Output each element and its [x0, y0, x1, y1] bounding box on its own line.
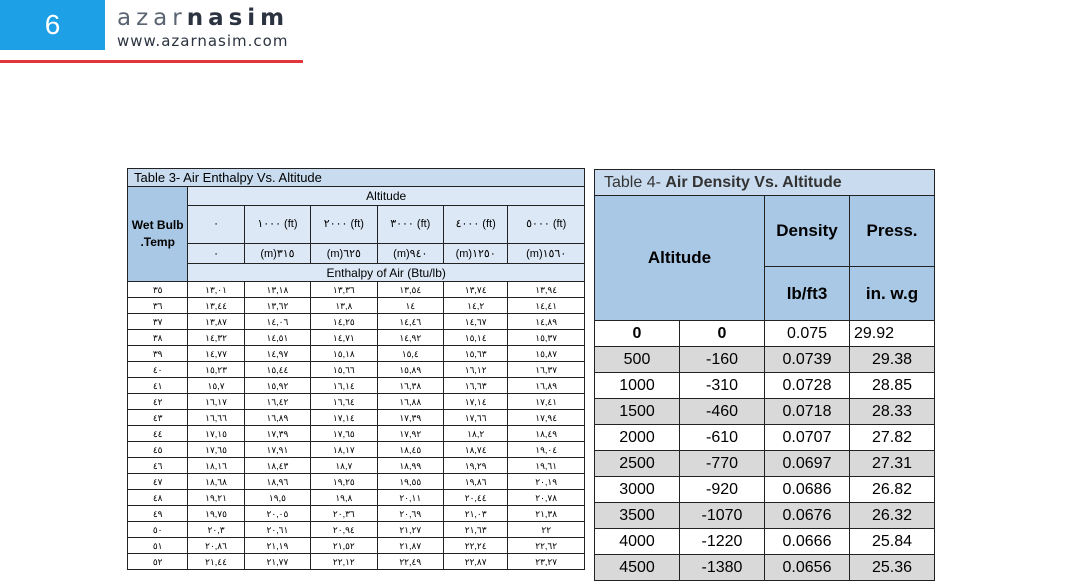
enthalpy-cell: ١٩,٧٥ [188, 506, 244, 522]
table-row [595, 503, 935, 529]
table-row [595, 373, 935, 399]
table-row [595, 555, 935, 581]
enthalpy-cell: ١٦,٨٨ [377, 394, 443, 410]
enthalpy-cell: ١٦,٣٧ [508, 362, 585, 378]
logo-bold-text: nasim [186, 5, 290, 31]
altitude-ft-cell: 4000 [595, 529, 680, 555]
enthalpy-cell: ٢٠,٦٩ [377, 506, 443, 522]
enthalpy-cell: ٢٢,٨٧ [443, 554, 507, 570]
enthalpy-cell: ١٥,٩٢ [244, 378, 310, 394]
enthalpy-cell: ٢١,٨٧ [377, 538, 443, 554]
enthalpy-cell: ١٥,٢٣ [188, 362, 244, 378]
air-enthalpy-table [127, 168, 585, 570]
enthalpy-cell: ١٦,٨٩ [244, 410, 310, 426]
pressure-cell: 28.85 [850, 373, 935, 399]
altitude-m-cell: -160 [680, 347, 765, 373]
wet-bulb-cell: ٣٧ [128, 314, 188, 330]
table-row [128, 442, 585, 458]
table-row [595, 529, 935, 555]
wet-bulb-cell: ٥١ [128, 538, 188, 554]
enthalpy-cell: ١٤,٧٧ [188, 346, 244, 362]
density-cell: 0.0686 [765, 477, 850, 503]
density-cell: 0.0728 [765, 373, 850, 399]
wet-bulb-cell: ٤٢ [128, 394, 188, 410]
enthalpy-cell: ١٤,٢٥ [311, 314, 377, 330]
enthalpy-cell: ١٣,٥٤ [377, 282, 443, 298]
table-row [128, 474, 585, 490]
enthalpy-cell: ١٤,٦٧ [443, 314, 507, 330]
enthalpy-cell: ١٥,٧ [188, 378, 244, 394]
table-row [595, 399, 935, 425]
density-cell: 0.0739 [765, 347, 850, 373]
enthalpy-cell: ١٥,٦٣ [443, 346, 507, 362]
enthalpy-cell: ١٧,١٥ [188, 426, 244, 442]
altitude-ft-cell: 1500 [595, 399, 680, 425]
enthalpy-cell: ١٦,١٢ [443, 362, 507, 378]
enthalpy-cell: ١٩,٥ [244, 490, 310, 506]
altitude-ft-cell: 2500 [595, 451, 680, 477]
altitude-m-cell: 0 [680, 321, 765, 347]
enthalpy-cell: ١٥,١٨ [311, 346, 377, 362]
wet-bulb-cell: ٤٥ [128, 442, 188, 458]
altitude-ft-cell: ٣٠٠٠ (ft) [377, 206, 443, 244]
table-row [128, 346, 585, 362]
pressure-cell: 25.84 [850, 529, 935, 555]
enthalpy-cell: ٢٠,٨٦ [188, 538, 244, 554]
logo-light-text: azar [117, 5, 187, 31]
enthalpy-cell: ١٣,٠١ [188, 282, 244, 298]
enthalpy-cell: ١٦,٦٦ [188, 410, 244, 426]
altitude-ft-cell: 3500 [595, 503, 680, 529]
altitude-ft-cell: ٤٠٠٠ (ft) [443, 206, 507, 244]
company-logo [117, 5, 289, 31]
enthalpy-header: Enthalpy of Air (Btu/lb) [188, 264, 585, 282]
enthalpy-cell: ١٦,١٤ [311, 378, 377, 394]
density-cell: 0.0697 [765, 451, 850, 477]
enthalpy-cell: ١٥,٤ [377, 346, 443, 362]
enthalpy-cell: ١٤,٨٩ [508, 314, 585, 330]
density-unit: lb/ft3 [765, 267, 850, 321]
enthalpy-cell: ١٧,٦٦ [443, 410, 507, 426]
enthalpy-cell: ٢٢,٤٩ [377, 554, 443, 570]
pressure-cell: 28.33 [850, 399, 935, 425]
enthalpy-cell: ١٣,٣٦ [311, 282, 377, 298]
enthalpy-cell: ١٣,٩٤ [508, 282, 585, 298]
enthalpy-cell: ١٥,٤٤ [244, 362, 310, 378]
table4-caption-title: Air Density Vs. Altitude [665, 173, 842, 191]
altitude-m-cell: (m)٩٤٠ [377, 244, 443, 264]
page-number: 6 [0, 0, 105, 50]
altitude-ft-cell: 0 [595, 321, 680, 347]
density-header: Density [765, 196, 850, 267]
enthalpy-cell: ١٥,٨٩ [377, 362, 443, 378]
enthalpy-cell: ٢٠,٤٤ [443, 490, 507, 506]
altitude-ft-cell: ١٠٠٠ (ft) [244, 206, 310, 244]
enthalpy-cell: ٢١,٧٧ [244, 554, 310, 570]
enthalpy-cell: ٢٠,٠٥ [244, 506, 310, 522]
altitude-m-cell: (m)٦٢٥ [311, 244, 377, 264]
enthalpy-cell: ٢٠,٣ [188, 522, 244, 538]
enthalpy-cell: ١٣,٨٧ [188, 314, 244, 330]
enthalpy-cell: ١٣,٦٢ [244, 298, 310, 314]
pressure-cell: 26.32 [850, 503, 935, 529]
wet-bulb-cell: ٤٨ [128, 490, 188, 506]
table-row [128, 282, 585, 298]
enthalpy-cell: ٢١,٥٢ [311, 538, 377, 554]
density-cell: 0.0718 [765, 399, 850, 425]
enthalpy-cell: ١٦,٤٢ [244, 394, 310, 410]
enthalpy-cell: ١٤,٤١ [508, 298, 585, 314]
enthalpy-cell: ١٨,٤٣ [244, 458, 310, 474]
table-row [128, 506, 585, 522]
table-row [595, 477, 935, 503]
table-row [595, 451, 935, 477]
table-row [128, 426, 585, 442]
wet-bulb-cell: ٣٥ [128, 282, 188, 298]
enthalpy-cell: ٢١,٦٣ [443, 522, 507, 538]
pressure-cell: 27.31 [850, 451, 935, 477]
altitude-m-cell: -1380 [680, 555, 765, 581]
enthalpy-cell: ٢١,٠٣ [443, 506, 507, 522]
enthalpy-cell: ٢٢,٦٢ [508, 538, 585, 554]
density-cell: 0.075 [765, 321, 850, 347]
altitude-m-cell: -1220 [680, 529, 765, 555]
altitude-ft-cell: 1000 [595, 373, 680, 399]
density-cell: 0.0656 [765, 555, 850, 581]
wet-bulb-cell: ٤٧ [128, 474, 188, 490]
enthalpy-cell: ١٤,٥١ [244, 330, 310, 346]
enthalpy-cell: ١٧,٩١ [244, 442, 310, 458]
enthalpy-cell: ١٩,٦١ [508, 458, 585, 474]
enthalpy-cell: ١٨,٧ [311, 458, 377, 474]
enthalpy-cell: ٢١,٣٨ [508, 506, 585, 522]
enthalpy-cell: ١٤,٩٧ [244, 346, 310, 362]
enthalpy-cell: ١٤,٤٦ [377, 314, 443, 330]
enthalpy-cell: ١٨,٤٩ [508, 426, 585, 442]
enthalpy-cell: ١٦,٣٨ [377, 378, 443, 394]
altitude-m-cell: -610 [680, 425, 765, 451]
table-row [128, 538, 585, 554]
enthalpy-cell: ٢١,١٩ [244, 538, 310, 554]
density-cell: 0.0707 [765, 425, 850, 451]
enthalpy-cell: ١٥,٨٧ [508, 346, 585, 362]
enthalpy-cell: ١٨,٢ [443, 426, 507, 442]
table-row [128, 490, 585, 506]
enthalpy-cell: ١٧,٤١ [508, 394, 585, 410]
pressure-cell: 27.82 [850, 425, 935, 451]
wet-bulb-cell: ٤٣ [128, 410, 188, 426]
enthalpy-cell: ٢٣,٢٧ [508, 554, 585, 570]
enthalpy-cell: ١٨,١٦ [188, 458, 244, 474]
altitude-ft-cell: ٥٠٠٠ (ft) [508, 206, 585, 244]
altitude-m-cell: (m)١٥٦٠ [508, 244, 585, 264]
enthalpy-cell: ١٧,٣٩ [244, 426, 310, 442]
enthalpy-cell: ٢٠,٣٦ [311, 506, 377, 522]
table-row [128, 458, 585, 474]
enthalpy-cell: ١٩,٨٦ [443, 474, 507, 490]
enthalpy-cell: ٢٢ [508, 522, 585, 538]
enthalpy-cell: ١٦,٦٣ [443, 378, 507, 394]
enthalpy-cell: ١٦,٨٩ [508, 378, 585, 394]
altitude-ft-cell: 2000 [595, 425, 680, 451]
density-cell: 0.0666 [765, 529, 850, 555]
wet-bulb-cell: ٣٨ [128, 330, 188, 346]
enthalpy-cell: ٢١,٢٧ [377, 522, 443, 538]
wet-bulb-cell: ٤٠ [128, 362, 188, 378]
enthalpy-cell: ٢٠,٦١ [244, 522, 310, 538]
enthalpy-cell: ١٤,٣٢ [188, 330, 244, 346]
table-row [128, 522, 585, 538]
enthalpy-cell: ١٩,٥٥ [377, 474, 443, 490]
table-row [595, 425, 935, 451]
enthalpy-cell: ١٧,١٤ [443, 394, 507, 410]
enthalpy-cell: ١٨,٦٨ [188, 474, 244, 490]
table-row [128, 410, 585, 426]
pressure-header: Press. [850, 196, 935, 267]
altitude-m-cell: -460 [680, 399, 765, 425]
wet-bulb-cell: ٣٦ [128, 298, 188, 314]
wet-bulb-cell: ٤٦ [128, 458, 188, 474]
table-row [128, 394, 585, 410]
altitude-m-cell: (m)٣١٥ [244, 244, 310, 264]
enthalpy-cell: ١٤,٠٦ [244, 314, 310, 330]
enthalpy-cell: ١٩,٢١ [188, 490, 244, 506]
enthalpy-cell: ١٩,٨ [311, 490, 377, 506]
enthalpy-cell: ٢٠,٩٤ [311, 522, 377, 538]
altitude-ft-cell: 3000 [595, 477, 680, 503]
enthalpy-cell: ١٣,١٨ [244, 282, 310, 298]
wet-bulb-cell: ٤٩ [128, 506, 188, 522]
wet-bulb-cell: ٥٠ [128, 522, 188, 538]
enthalpy-cell: ١٧,٣٩ [377, 410, 443, 426]
table-row [595, 321, 935, 347]
altitude-m-cell: -310 [680, 373, 765, 399]
altitude-header: Altitude [595, 196, 765, 321]
enthalpy-cell: ١٨,٧٤ [443, 442, 507, 458]
enthalpy-cell: ١٨,٩٩ [377, 458, 443, 474]
enthalpy-cell: ١٣,٧٤ [443, 282, 507, 298]
enthalpy-cell: ١٧,٩٢ [377, 426, 443, 442]
table-row [128, 330, 585, 346]
table-row [128, 362, 585, 378]
enthalpy-cell: ١٩,٢٩ [443, 458, 507, 474]
enthalpy-cell: ١٦,٦٤ [311, 394, 377, 410]
enthalpy-cell: ١٩,٢٥ [311, 474, 377, 490]
website-url: www.azarnasim.com [117, 32, 289, 50]
altitude-m-cell: (m)١٢٥٠ [443, 244, 507, 264]
enthalpy-cell: ١٣,٨ [311, 298, 377, 314]
altitude-ft-cell: 4500 [595, 555, 680, 581]
pressure-cell: 29.92 [850, 321, 935, 347]
enthalpy-cell: ١٥,٣٧ [508, 330, 585, 346]
wet-bulb-cell: ٤١ [128, 378, 188, 394]
density-cell: 0.0676 [765, 503, 850, 529]
altitude-m-cell: ٠ [188, 244, 244, 264]
altitude-m-cell: -1070 [680, 503, 765, 529]
table-row [128, 298, 585, 314]
table-row [595, 347, 935, 373]
air-density-table [594, 169, 935, 581]
wet-bulb-cell: ٤٤ [128, 426, 188, 442]
pressure-cell: 29.38 [850, 347, 935, 373]
wet-bulb-cell: ٣٩ [128, 346, 188, 362]
enthalpy-cell: ١٥,١٤ [443, 330, 507, 346]
enthalpy-cell: ١٧,٦٥ [311, 426, 377, 442]
altitude-header: Altitude [188, 187, 585, 206]
enthalpy-cell: ١٨,٤٥ [377, 442, 443, 458]
enthalpy-cell: ٢٠,١١ [377, 490, 443, 506]
altitude-ft-cell: ٠ [188, 206, 244, 244]
enthalpy-cell: ١٧,٦٥ [188, 442, 244, 458]
enthalpy-cell: ١٤ [377, 298, 443, 314]
enthalpy-cell: ٢٠,٧٨ [508, 490, 585, 506]
wet-bulb-cell: ٥٢ [128, 554, 188, 570]
pressure-unit: in. w.g [850, 267, 935, 321]
altitude-ft-cell: 500 [595, 347, 680, 373]
enthalpy-cell: ١٨,١٧ [311, 442, 377, 458]
enthalpy-cell: ١٩,٠٤ [508, 442, 585, 458]
enthalpy-cell: ١٤,٧١ [311, 330, 377, 346]
table4-caption-prefix: Table 4- [604, 173, 666, 191]
enthalpy-cell: ١٣,٤٤ [188, 298, 244, 314]
enthalpy-cell: ٢٢,١٢ [311, 554, 377, 570]
header-divider [0, 60, 303, 63]
altitude-m-cell: -920 [680, 477, 765, 503]
enthalpy-cell: ١٦,١٧ [188, 394, 244, 410]
table-row [128, 314, 585, 330]
altitude-m-cell: -770 [680, 451, 765, 477]
enthalpy-cell: ١٧,١٤ [311, 410, 377, 426]
enthalpy-cell: ١٥,٦٦ [311, 362, 377, 378]
wet-bulb-header: Wet Bulb .Temp [128, 187, 188, 282]
enthalpy-cell: ١٤,٩٢ [377, 330, 443, 346]
enthalpy-cell: ٢٢,٢٤ [443, 538, 507, 554]
table3-caption: Table 3- Air Enthalpy Vs. Altitude [128, 169, 585, 187]
pressure-cell: 25.36 [850, 555, 935, 581]
table-row [128, 378, 585, 394]
enthalpy-cell: ٢٠,١٩ [508, 474, 585, 490]
table4-caption [595, 170, 935, 196]
enthalpy-cell: ١٧,٩٤ [508, 410, 585, 426]
enthalpy-cell: ١٨,٩٦ [244, 474, 310, 490]
altitude-ft-cell: ٢٠٠٠ (ft) [311, 206, 377, 244]
table-row [128, 554, 585, 570]
enthalpy-cell: ١٤,٢ [443, 298, 507, 314]
enthalpy-cell: ٢١,٤٤ [188, 554, 244, 570]
pressure-cell: 26.82 [850, 477, 935, 503]
